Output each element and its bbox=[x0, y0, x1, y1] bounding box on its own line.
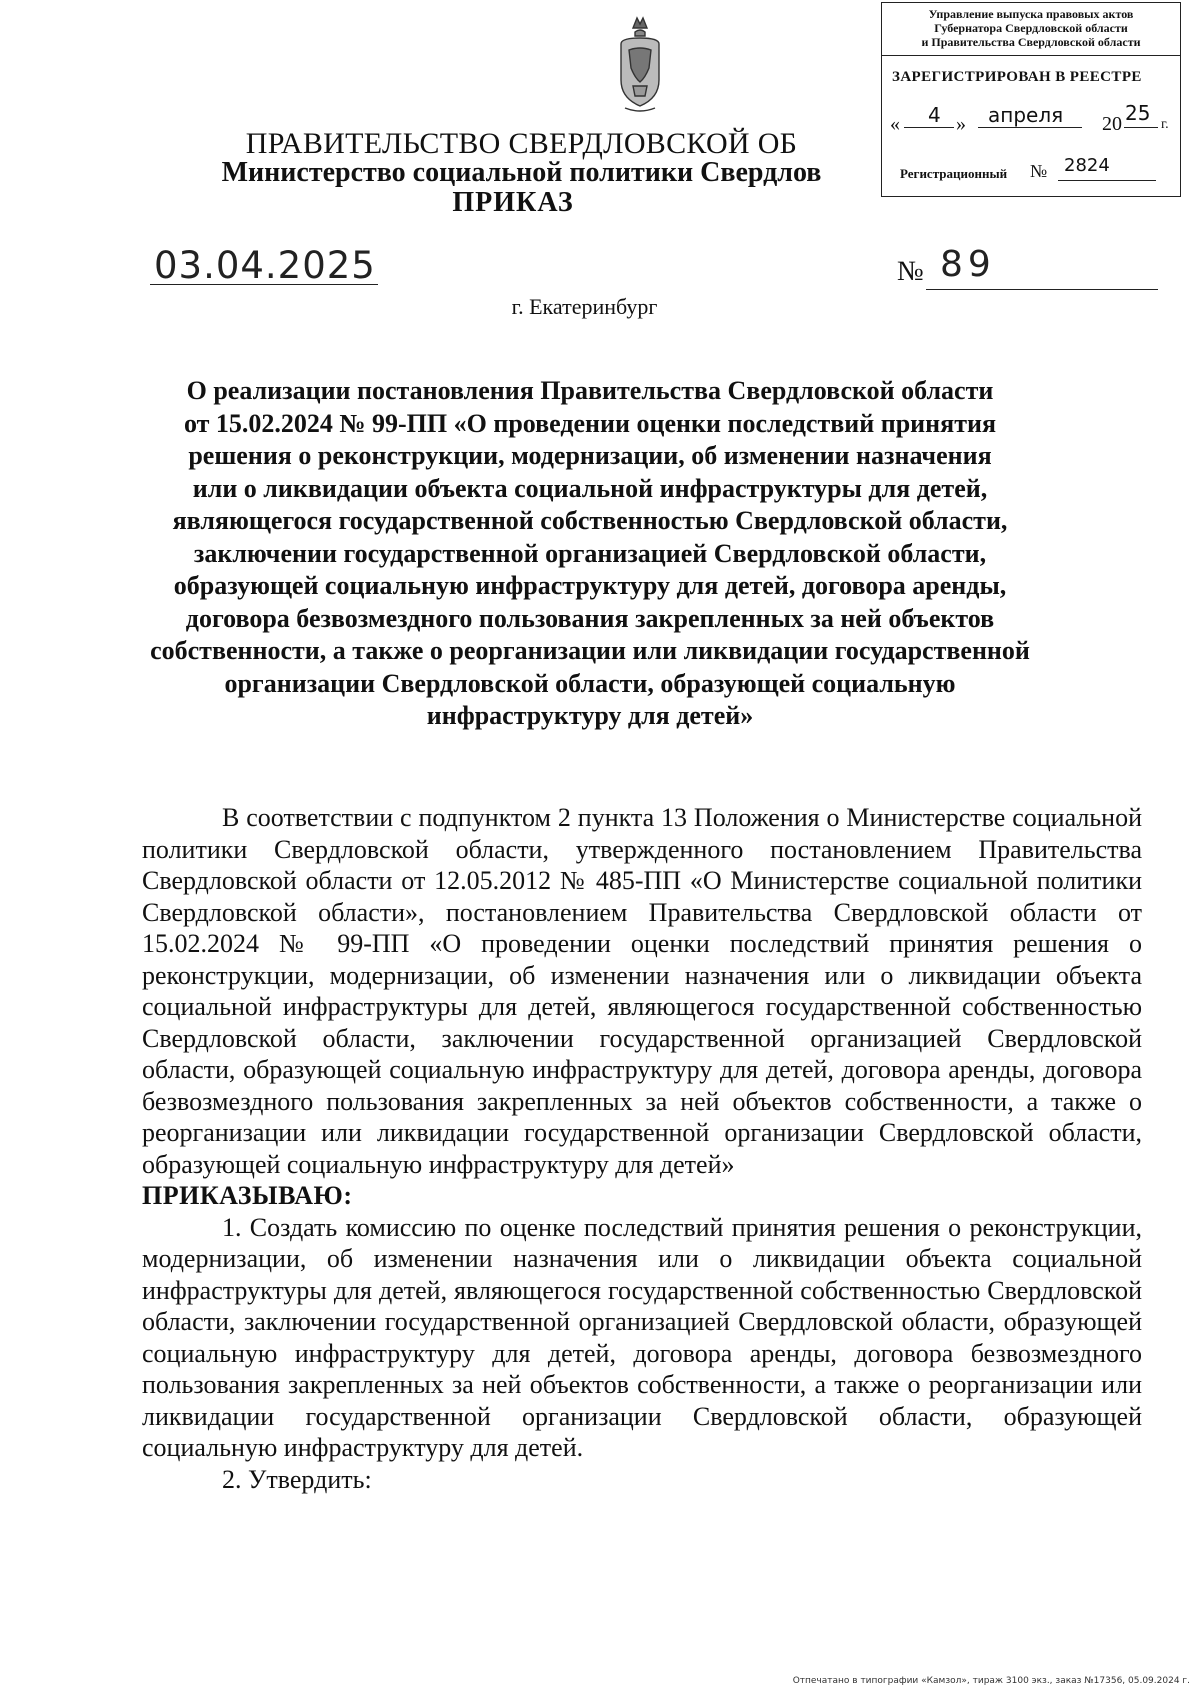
quote-open: « bbox=[890, 113, 900, 135]
document-title bbox=[150, 375, 1030, 733]
order-keyword: ПРИКАЗЫВАЮ: bbox=[142, 1181, 353, 1210]
title-line: собственности, а также о реорганизации или ликвидации государственной bbox=[150, 636, 1030, 665]
order-item-2: 2. Утвердить: bbox=[222, 1464, 372, 1494]
stamp-divider bbox=[882, 55, 1180, 56]
title-line: являющегося государственной собственностью Свердловской области, bbox=[172, 506, 1008, 535]
title-line: от 15.02.2024 № 99-ПП «О проведении оценки последствий принятия bbox=[183, 408, 997, 438]
title-line: заключении государственной организацией Свердловской области, bbox=[193, 538, 987, 568]
registration-status: ЗАРЕГИСТРИРОВАН В РЕЕСТРЕ bbox=[892, 69, 1142, 85]
registration-year-suffix: 25 bbox=[1125, 101, 1151, 125]
stamp-org-line: и Правительства Свердловской области bbox=[921, 35, 1141, 49]
registration-stamp bbox=[881, 2, 1181, 197]
stamp-org-line: Губернатора Свердловской области bbox=[934, 21, 1128, 35]
registration-number-label: Регистрационный bbox=[900, 166, 1008, 181]
order-number-sign: № bbox=[897, 256, 924, 287]
coat-of-arms-icon bbox=[615, 10, 665, 116]
order-number: 89 bbox=[940, 244, 996, 285]
registration-day: 4 bbox=[928, 103, 941, 127]
year-underline bbox=[1124, 127, 1158, 128]
document-body bbox=[142, 802, 1142, 1495]
registration-number-underline bbox=[1058, 180, 1156, 181]
title-line: договора безвозмездного пользования закрепленных за ней объектов bbox=[185, 603, 995, 633]
title-line: организации Свердловской области, образующей социальную bbox=[224, 668, 956, 698]
registration-month: апреля bbox=[988, 103, 1064, 127]
order-heading: ПРИКАЗ bbox=[452, 187, 574, 218]
stamp-org-line: Управление выпуска правовых актов bbox=[928, 7, 1134, 21]
title-line: или о ликвидации объекта социальной инфраструктуры для детей, bbox=[192, 473, 988, 503]
order-date-underline bbox=[150, 284, 378, 285]
day-underline bbox=[904, 127, 954, 128]
quote-close: » bbox=[956, 113, 966, 135]
ministry-title: Министерство социальной политики Свердлов bbox=[221, 157, 822, 188]
order-date: 03.04.2025 bbox=[154, 244, 376, 287]
registration-stamp-org bbox=[882, 7, 1180, 49]
registration-number-sign: № bbox=[1030, 161, 1048, 181]
month-underline bbox=[978, 127, 1082, 128]
registration-number: 2824 bbox=[1064, 155, 1110, 176]
city-line: г. Екатеринбург bbox=[511, 294, 658, 319]
title-line: инфраструктуру для детей» bbox=[426, 701, 754, 730]
title-line: решения о реконструкции, модернизации, об изменении назначения bbox=[188, 441, 992, 470]
preamble-paragraph: В соответствии с подпунктом 2 пункта 13 Положения о Министерстве социальной политики Свердловской области, утвержденного постановлением Правительства Свердловской области от 12.05.2012 № 485-ПП «О Министерстве социальной политики Свердловской области», постановлением Правительства Свердловской области от 15.02.2024 № 99-ПП «О проведении оценки последствий принятия решения о реконструкции, модернизации, об изменении назначения или о ликвидации объекта социальной инфраструктуры для детей, являющегося государственной собственностью Свердловской области, заключении государственной организацией Свердловской области, образующей социальную инфраструктуру для детей, договора аренды, договора безвозмездного пользования закрепленных за ней объектов собственности, а также о реорганизации или ликвидации государственной организации Свердловской области, образующей социальную инфраструктуру для детей» bbox=[142, 803, 1142, 1179]
registration-year-prefix: 20 bbox=[1102, 113, 1122, 135]
government-title: ПРАВИТЕЛЬСТВО СВЕРДЛОВСКОЙ ОБ bbox=[245, 127, 798, 160]
order-item-1: 1. Создать комиссию по оценке последствий принятия решения о реконструкции, модернизации, об изменении назначения или о ликвидации объекта социальной инфраструктуры для детей, являющегося государственной собственностью Свердловской области, заключении государственной организацией Свердловской области, образующей социальную инфраструктуру для детей, договора аренды, договора безвозмездного пользования закрепленных за ней объектов собственности, а также о реорганизации или ликвидации государственной организации Свердловской области, образующей социальную инфраструктуру для детей. bbox=[142, 1212, 1142, 1462]
title-line: О реализации постановления Правительства Свердловской области bbox=[186, 376, 994, 405]
title-line: образующей социальную инфраструктуру для детей, договора аренды, bbox=[173, 571, 1007, 600]
order-number-underline bbox=[926, 289, 1158, 290]
year-abbr: г. bbox=[1161, 117, 1169, 132]
print-imprint: Отпечатано в типографии «Камзол», тираж 3100 экз., заказ №17356, 05.09.2024 г. bbox=[792, 1676, 1190, 1686]
